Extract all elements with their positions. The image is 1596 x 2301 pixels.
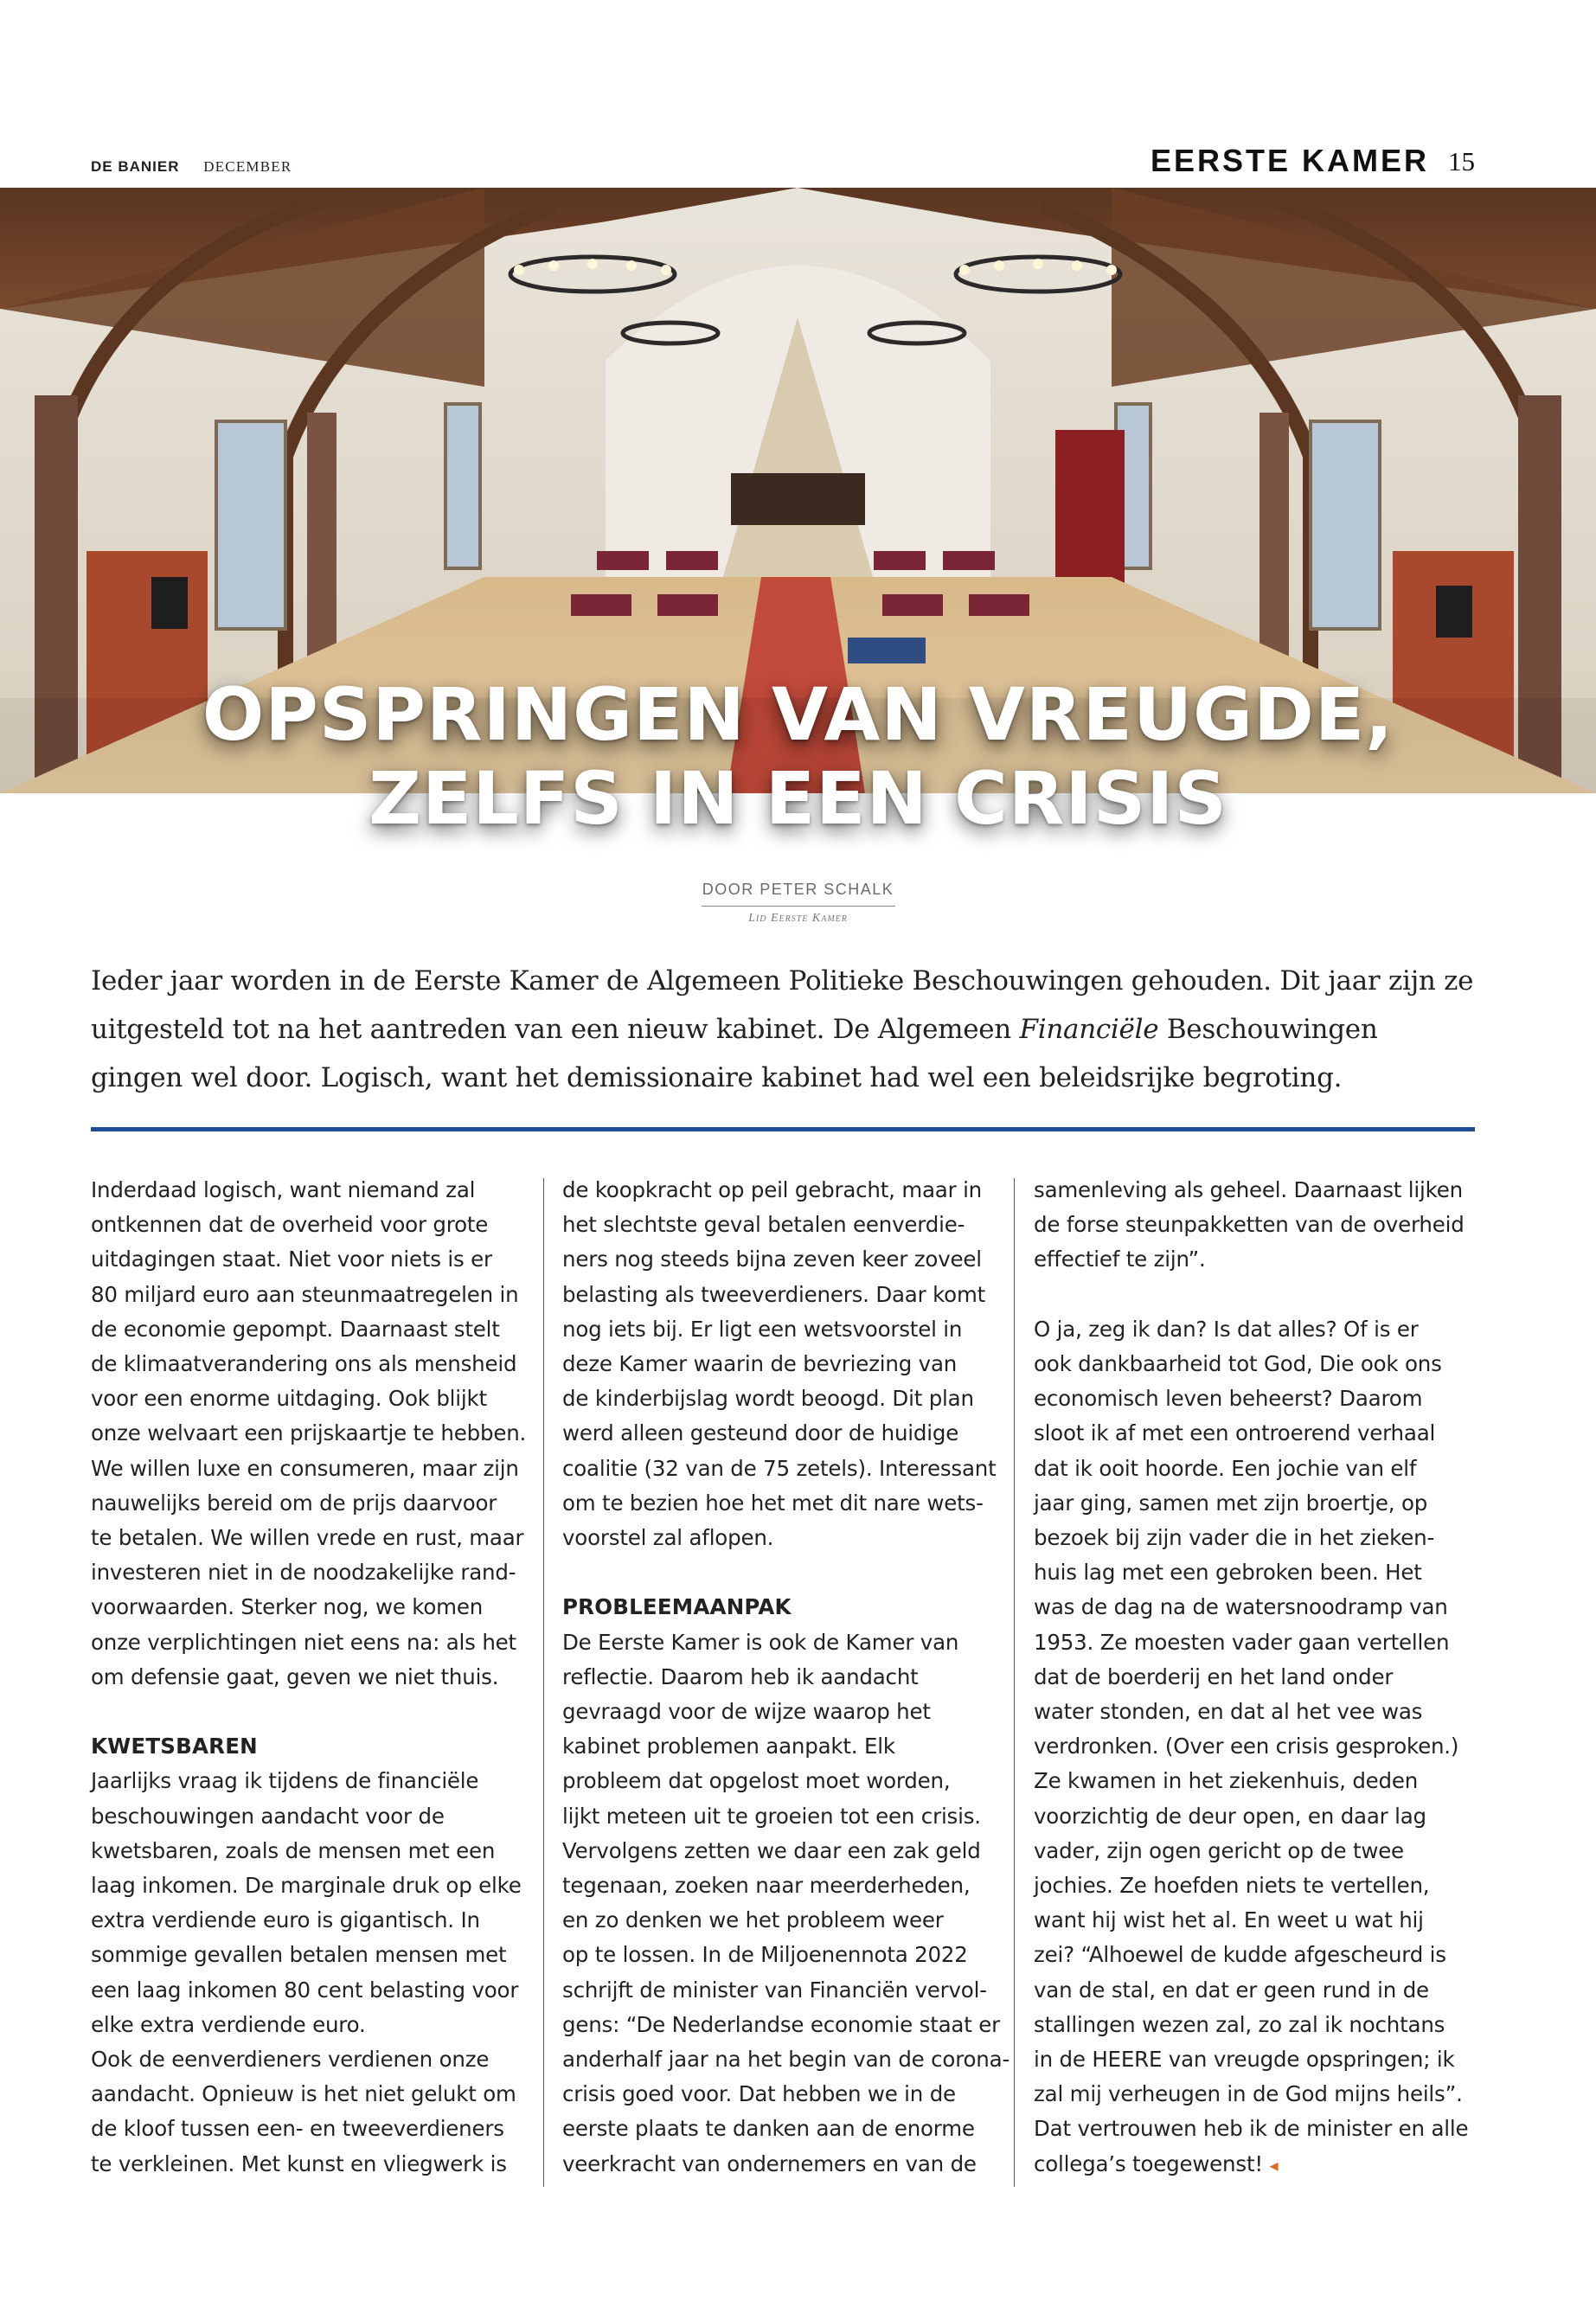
body-column-2 (562, 1173, 1012, 2182)
text-line: bezoek bij zijn vader die in het zieken- (1034, 1525, 1435, 1551)
text-line: huis lag met een gebroken been. Het (1034, 1560, 1422, 1586)
text-line: belasting als tweeverdieners. Daar komt (562, 1281, 986, 1307)
text-line: Inderdaad logisch, want niemand zal (91, 1177, 476, 1202)
byline (0, 881, 1596, 926)
text-line: zal mij verheugen in de God mijns heils”. (1034, 2081, 1463, 2107)
magazine-name: DE BANIER (91, 158, 180, 175)
text-line: elke extra verdiende euro. (91, 2011, 366, 2037)
article-title (0, 673, 1596, 841)
body-column-1 (91, 1173, 541, 2182)
running-header-left (91, 158, 292, 176)
text-line: vader, zijn ogen gericht op de twee (1034, 1837, 1404, 1863)
text-line: anderhalf jaar na het begin van de corona- (562, 2047, 1010, 2073)
text-line: Vervolgens zetten we daar een zak geld (562, 1837, 981, 1863)
body-column-3 (1034, 1173, 1484, 2182)
col3-last-line (1034, 2147, 1484, 2182)
text-line: 1953. Ze moesten vader gaan vertellen (1034, 1629, 1450, 1655)
text-line: Dat vertrouwen heb ik de minister en alle (1034, 2116, 1469, 2142)
text-line: het slechtste geval betalen eenverdie- (562, 1212, 965, 1238)
text-line: ners nog steeds bijna zeven keer zoveel (562, 1247, 982, 1272)
text-line: voorzichtig de deur open, en daar lag (1034, 1803, 1426, 1829)
text-line: tegenaan, zoeken naar meerderheden, (562, 1873, 971, 1899)
intro-paragraph (91, 957, 1475, 1102)
text-line: effectief te zijn”. (1034, 1247, 1206, 1272)
text-line: schrijft de minister van Financiën vervol- (562, 1977, 987, 2003)
end-mark-icon: ◂ (1269, 2154, 1279, 2176)
subheading-probleemaanpak: PROBLEEMAANPAK (562, 1594, 792, 1620)
text-line: lijkt meteen uit te groeien tot een crisis. (562, 1803, 981, 1829)
text-line: voorwaarden. Sterker nog, we komen (91, 1594, 484, 1620)
text-line: veerkracht van ondernemers en van de (562, 2150, 977, 2176)
text-line: water stonden, en dat al het vee was (1034, 1699, 1423, 1725)
text-line: ook dankbaarheid tot God, Die ook ons (1034, 1351, 1442, 1376)
text-line: ontkennen dat de overheid voor grote (91, 1212, 489, 1238)
text-line: kwetsbaren, zoals de mensen met een (91, 1837, 496, 1863)
text-line: van de stal, en dat er geen rund in de (1034, 1977, 1429, 2003)
text-line: de klimaatverandering ons als mensheid (91, 1351, 517, 1377)
subheading-kwetsbaren: KWETSBAREN (91, 1734, 258, 1759)
text-line: te verkleinen. Met kunst en vliegwerk is (91, 2150, 507, 2176)
author-role: Lid Eerste Kamer (748, 912, 848, 925)
col3-paragraph-2 (1034, 1312, 1484, 2147)
page-number: 15 (1448, 146, 1475, 176)
text-line: crisis goed voor. Dat hebben we in de (562, 2081, 956, 2107)
text-line: samenleving als geheel. Daarnaast lijken (1034, 1177, 1463, 1202)
text-line: economisch leven beheerst? Daarom (1034, 1386, 1423, 1412)
text-line: de kloof tussen een- en tweeverdieners (91, 2116, 504, 2142)
text-line: uitdagingen staat. Niet voor niets is er (91, 1247, 492, 1272)
text-line: onze welvaart een prijskaartje te hebben. (91, 1420, 527, 1446)
text-line: want hij wist het al. En weet u wat hij (1034, 1907, 1424, 1933)
col2-paragraph-2 (562, 1625, 1012, 2182)
text-line: laag inkomen. De marginale druk op elke (91, 1873, 522, 1899)
text-line: verdronken. (Over een crisis gesproken.) (1034, 1734, 1459, 1759)
issue-month: DECEMBER (203, 158, 292, 175)
text-line: Ze kwamen in het ziekenhuis, deden (1034, 1768, 1419, 1794)
text-line: een laag inkomen 80 cent belasting voor (91, 1977, 519, 2003)
intro-text-2: Beschouwingen gingen wel door. Logisch, want het demissionaire kabinet had wel een beleidsrijke begroting. (91, 1014, 1378, 1093)
section-title: EERSTE KAMER (1150, 143, 1429, 178)
text-line: De Eerste Kamer is ook de Kamer van (562, 1629, 959, 1655)
text-line: jochies. Ze hoefden niets te vertellen, (1034, 1873, 1430, 1899)
text-line: voor een enorme uitdaging. Ook blijkt (91, 1386, 487, 1412)
text-line: op te lossen. In de Miljoenennota 2022 (562, 1942, 968, 1968)
text-line: om te bezien hoe het met dit nare wets- (562, 1490, 984, 1516)
title-line-1: OPSPRINGEN VAN VREUGDE, (202, 672, 1394, 757)
text-line: de kinderbijslag wordt beoogd. Dit plan (562, 1386, 974, 1412)
text-line: de koopkracht op peil gebracht, maar in (562, 1177, 983, 1202)
text-line: eerste plaats te danken aan de enorme (562, 2116, 975, 2142)
text-line: dat ik ooit hoorde. Een jochie van elf (1034, 1455, 1417, 1481)
text-line: investeren niet in de noodzakelijke rand- (91, 1560, 516, 1586)
text-line: te betalen. We willen vrede en rust, maar (91, 1525, 524, 1551)
intro-divider (91, 1127, 1475, 1131)
column-divider-2 (1014, 1178, 1015, 2187)
text-line: We willen luxe en consumeren, maar zijn (91, 1455, 519, 1481)
text-line: O ja, zeg ik dan? Is dat alles? Of is er (1034, 1316, 1419, 1342)
text-line: reflectie. Daarom heb ik aandacht (562, 1663, 919, 1689)
author-name: DOOR PETER SCHALK (702, 881, 895, 907)
text-line: stallingen wezen zal, zo zal ik nochtans (1034, 2011, 1445, 2037)
text-line: sommige gevallen betalen mensen met (91, 1942, 507, 1968)
text-line: voorstel zal aflopen. (562, 1525, 774, 1551)
text-line: nauwelijks bereid om de prijs daarvoor (91, 1490, 497, 1516)
text-line: in de HEERE van vreugde opspringen; ik (1034, 2047, 1455, 2073)
intro-emphasis: Financiële (1019, 1014, 1159, 1045)
text-line: extra verdiende euro is gigantisch. In (91, 1907, 480, 1933)
title-line-2: ZELFS IN EEN CRISIS (369, 756, 1227, 841)
text-line: jaar ging, samen met zijn broertje, op (1034, 1490, 1428, 1516)
text-line: Jaarlijks vraag ik tijdens de financiële (91, 1768, 479, 1794)
column-divider-1 (543, 1178, 544, 2187)
text-line: sloot ik af met een ontroerend verhaal (1034, 1420, 1436, 1446)
col3-paragraph-1 (1034, 1173, 1484, 1278)
text-line: de forse steunpakketten van de overheid (1034, 1212, 1465, 1238)
col1-paragraph-2 (91, 1764, 541, 2181)
col1-paragraph-1 (91, 1173, 541, 1695)
text-line: kabinet problemen aanpakt. Elk (562, 1734, 895, 1759)
text-line: aandacht. Opnieuw is het niet gelukt om (91, 2081, 516, 2107)
text-line: probleem dat opgelost moet worden, (562, 1768, 951, 1794)
text-line: deze Kamer waarin de bevriezing van (562, 1351, 958, 1377)
text-line: werd alleen gesteund door de huidige (562, 1420, 959, 1446)
text-line: en zo denken we het probleem weer (562, 1907, 944, 1933)
col2-paragraph-1 (562, 1173, 1012, 1555)
text-line: coalitie (32 van de 75 zetels). Interessant (562, 1455, 997, 1481)
text-line: 80 miljard euro aan steunmaatregelen in (91, 1281, 519, 1307)
text-line: beschouwingen aandacht voor de (91, 1803, 445, 1829)
text-line: dat de boerderij en het land onder (1034, 1663, 1394, 1689)
text-line: gevraagd voor de wijze waarop het (562, 1699, 931, 1725)
text-line: zei? “Alhoewel de kudde afgescheurd is (1034, 1942, 1446, 1968)
text-line: onze verplichtingen niet eens na: als het (91, 1629, 516, 1655)
text-line: was de dag na de watersnoodramp van (1034, 1594, 1448, 1620)
text-line: Ook de eenverdieners verdienen onze (91, 2047, 490, 2073)
text-line: om defensie gaat, geven we niet thuis. (91, 1663, 499, 1689)
text-line: nog iets bij. Er ligt een wetsvoorstel in (562, 1316, 963, 1342)
closing-line: collega’s toegewenst! (1034, 2150, 1263, 2176)
text-line: de economie gepompt. Daarnaast stelt (91, 1316, 500, 1342)
text-line: gens: “De Nederlandse economie staat er (562, 2011, 1000, 2037)
intro-text-1: Ieder jaar worden in de Eerste Kamer de Algemeen Politieke Beschouwingen gehouden. Dit jaar zijn ze uitgesteld tot na het aantreden van een nieuw kabinet. De Algemeen (91, 965, 1474, 1045)
